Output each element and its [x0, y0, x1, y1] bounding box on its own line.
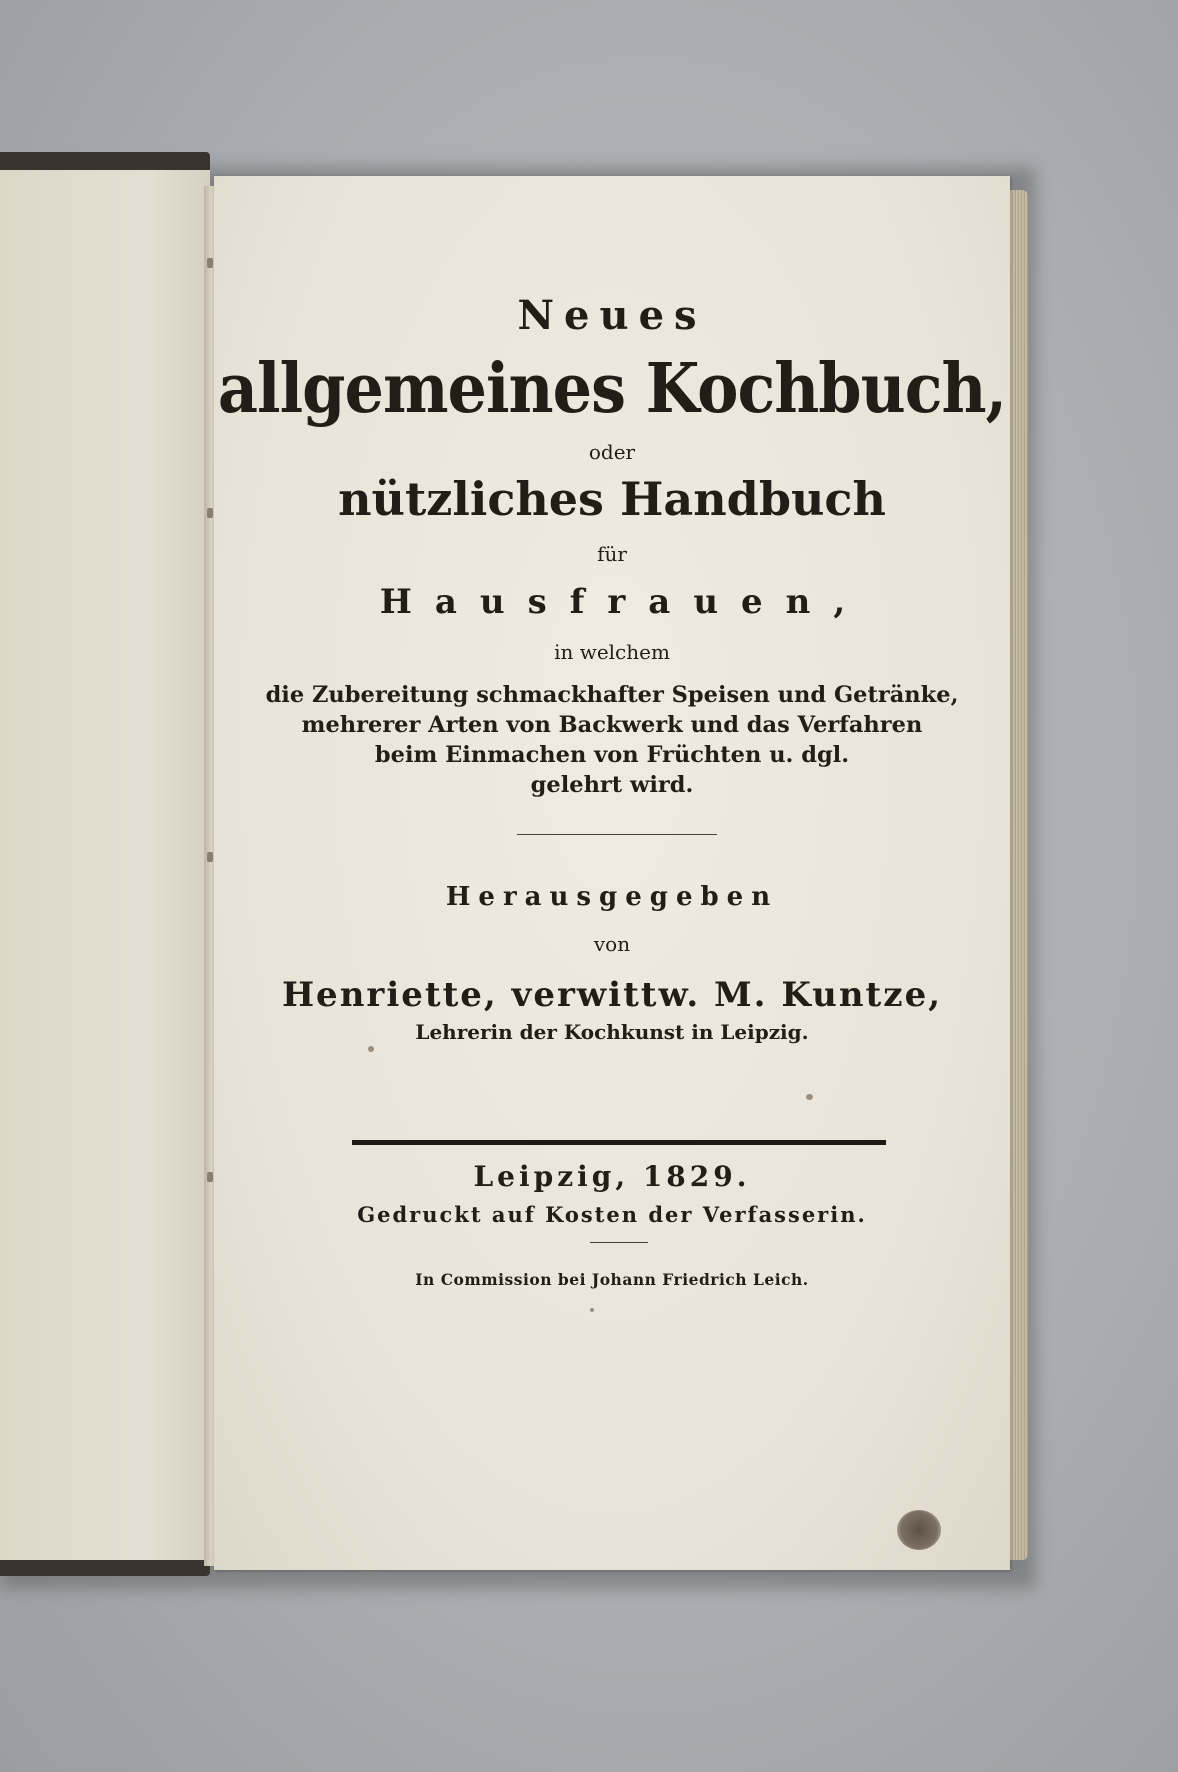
imprint-place-year: Leipzig, 1829. — [473, 1160, 751, 1193]
left-endpaper — [0, 170, 210, 1560]
subtitle: nützliches Handbuch — [338, 472, 886, 526]
connector-in-welchem: in welchem — [554, 640, 670, 664]
description-line: mehrerer Arten von Backwerk und das Verfahren — [301, 712, 923, 738]
title-line-neues: Neues — [517, 292, 707, 339]
binding-stitch — [207, 258, 213, 268]
binding-stitch — [207, 1172, 213, 1182]
divider-rule — [517, 834, 717, 835]
foxing-spot — [368, 1046, 374, 1052]
description-line: die Zubereitung schmackhafter Speisen und Getränke, — [265, 682, 959, 708]
commission-note: In Commission bei Johann Friedrich Leich. — [415, 1270, 809, 1289]
heavy-divider-rule — [352, 1140, 886, 1145]
foxing-spot — [590, 1308, 594, 1312]
description-line: beim Einmachen von Früchten u. dgl. — [374, 742, 850, 768]
ink-stain — [897, 1510, 941, 1550]
author-name: Henriette, verwittw. M. Kuntze, — [281, 975, 943, 1015]
binding-stitch — [207, 508, 213, 518]
description-line: gelehrt wird. — [530, 772, 694, 798]
description-block — [214, 680, 1010, 800]
audience: Hausfrauen, — [379, 582, 869, 622]
foxing-spot — [806, 1094, 813, 1100]
main-title: allgemeines Kochbuch, — [217, 348, 1007, 429]
binding-stitch — [207, 852, 213, 862]
short-divider-rule — [590, 1242, 648, 1243]
editor-connector: von — [593, 932, 631, 956]
connector-oder: oder — [588, 440, 636, 464]
connector-fuer: für — [597, 542, 627, 566]
author-role: Lehrerin der Kochkunst in Leipzig. — [415, 1020, 809, 1044]
page-edges — [1010, 190, 1028, 1560]
editor-label: Herausgegeben — [445, 882, 779, 912]
imprint-printed-note: Gedruckt auf Kosten der Verfasserin. — [357, 1202, 867, 1227]
